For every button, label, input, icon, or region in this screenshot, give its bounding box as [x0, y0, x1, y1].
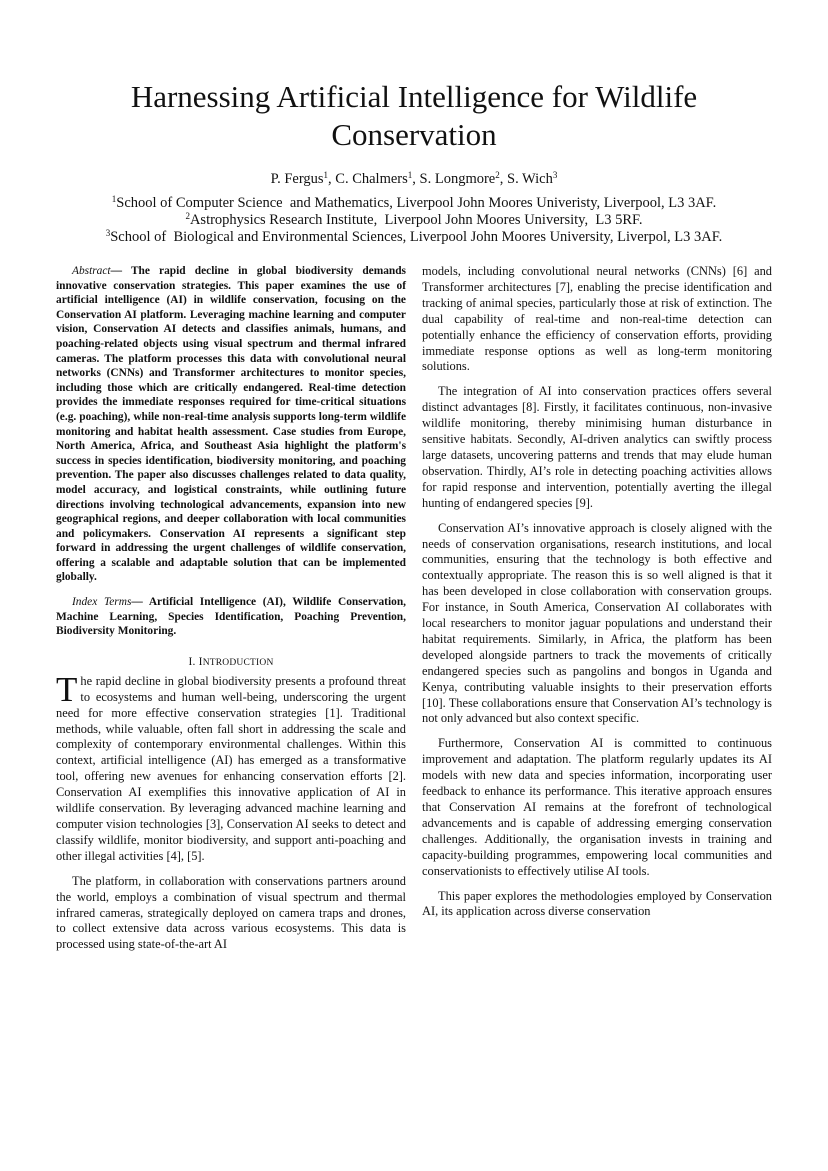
body-paragraph: This paper explores the methodologies employed by Conservation AI, its application across diverse conservation [422, 888, 772, 919]
affiliation-text: School of Biological and Environmental Sciences, Liverpool John Moores University, Liverpol, L3 3AF. [110, 229, 723, 245]
author-affiliation-mark: 3 [552, 170, 558, 180]
affiliation [0, 195, 828, 212]
affiliation [0, 229, 828, 246]
abstract [56, 264, 406, 585]
author-affiliation-mark: 1 [323, 170, 329, 180]
affiliation-text: Astrophysics Research Institute, Liverpool John Moores University, L3 5RF. [189, 212, 643, 228]
index-terms [56, 595, 406, 639]
author-affiliation-mark: 2 [495, 170, 500, 180]
body-paragraph: models, including convolutional neural networks (CNNs) [6] and Transformer architectures [7], enabling the precise identification and tracking of animal species, particularly those at risk of extinction. The dual capability of real-time and non-real-time detection can potentially enhance the efficiency of conservation efforts, providing immediate response options as well as long-term monitoring solutions. [422, 264, 772, 374]
body-paragraph: The integration of AI into conservation practices offers several distinct advantages [8]. Firstly, it facilitates continuous, non-invasive wildlife monitoring, thereby minimising human disturbance in sensitive habitats. Secondly, AI-driven analytics can swiftly process large datasets, uncovering patterns and trends that may elude human observation. Thirdly, AI’s role in detecting poaching activities allows for rapid response and intervention, potentially averting the illegal hunting of endangered species [9]. [422, 384, 772, 510]
section-number: I. [188, 655, 199, 668]
index-terms-label: Index Terms [72, 596, 132, 609]
body-paragraph: Conservation AI’s innovative approach is closely aligned with the needs of conservation organisations, research institutions, and local communities, ensuring that the technology is both effective and contextually appropriate. The reason this is so well aligned is that it has been developed in close collaboration with conservation groups. For instance, in South America, Conservation AI collaborates with local researchers to monitor jaguar populations and understand their habitat requirements. Similarly, in Africa, the platform has been developed alongside partners to track the movements of critically endangered species such as pangolins and bongos in Uganda and Kenya, contributing valuable insights to their preservation efforts [10]. These collaborations ensure that Conservation AI’s technology is not only advanced but also context specific. [422, 520, 772, 726]
affiliation-mark: 1 [111, 194, 117, 204]
author-name: P. Fergus [270, 171, 324, 187]
author-name: C. Chalmers [335, 171, 408, 187]
index-terms-text: Artificial Intelligence (AI), Wildlife Conservation, Machine Learning, Species Identification, Poaching Prevention, Biodiversity Monitoring. [56, 596, 406, 638]
intro-paragraph-2: The platform, in collaboration with conservations partners around the world, employs a combination of visual spectrum and thermal infrared cameras, strategically deployed on camera traps and drones, to collect extensive data across various ecosystems. This data is processed using state-of-the-art AI [56, 873, 406, 952]
right-column [422, 264, 772, 920]
intro-paragraph-1 [56, 669, 406, 865]
author-affiliation-mark: 1 [407, 170, 413, 180]
affiliation [0, 212, 828, 229]
index-terms-dash: — [131, 596, 149, 609]
paper-title: Harnessing Artificial Intelligence for Wildlife Conservation [130, 79, 698, 152]
affiliation-mark: 2 [185, 211, 190, 221]
author-name: S. Longmore [419, 171, 496, 187]
affiliation-text: School of Computer Science and Mathematics, Liverpool John Moores Univeristy, Liverpool, L3 3AF. [116, 195, 717, 211]
affiliation-list [0, 195, 828, 246]
section-heading-introduction [56, 656, 406, 668]
abstract-dash: — [110, 265, 131, 277]
drop-cap: T [56, 669, 78, 709]
section-title-initial: I [198, 655, 203, 668]
left-column [56, 264, 406, 953]
affiliation-mark: 3 [105, 228, 111, 238]
abstract-label: Abstract [72, 265, 111, 277]
abstract-text: The rapid decline in global biodiversity demands innovative conservation strategies. This paper examines the use of artificial intelligence (AI) in wildlife conservation, focusing on the Conservation AI platform. Leveraging machine learning and computer vision, Conservation AI detects and classifies animals, humans, and poaching-related objects using visual spectrum and thermal infrared cameras. The platform processes this data with convolutional neural networks (CNNs) and Transformer architectures to monitor species, including those which are critically endangered. Real-time detection provides the immediate responses required for time-critical situations (e.g. poaching), while non-real-time analysis supports long-term wildlife monitoring and habitat health assessment. Case studies from Europe, North America, Africa, and Southeast Asia highlight the platform's success in species identification, biodiversity monitoring, and poaching prevention. The paper also discusses challenges related to data quality, model accuracy, and logistical constraints, while outlining future directions involving technological advancements, expansion into new geographical regions, and deeper collaboration with local communities and policymakers. Conservation AI represents a significant step forward in addressing the urgent challenges of wildlife conservation, offering a scalable and adaptable solution that can be implemented globally. [56, 265, 406, 584]
body-paragraph: Furthermore, Conservation AI is committed to continuous improvement and adaptation. The platform regularly updates its AI models with new data and species information, incorporating user feedback to enhance its performance. This iterative approach ensures that Conservation AI remains at the forefront of technological advancements and is capable of addressing emerging conservation challenges. Additionally, the organisation invests in training and capacity-building programmes, empowering local communities and conservationists to effectively utilise AI tools. [422, 736, 772, 878]
author-name: S. Wich [507, 171, 553, 187]
author-list: P. Fergus$^1$, C. Chalmers$^1$, S. Longmore$^2$, S. Wich$^3$ [270, 170, 558, 187]
intro-paragraph-1-text: he rapid decline in global biodiversity presents a profound threat to ecosystems and human well-being, underscoring the urgent need for more effective conservation strategies [1]. Traditional methods, while valuable, often fall short in addressing the scale and complexity of contemporary environmental challenges. Within this context, artificial intelligence (AI) has emerged as a transformative tool, offering new avenues for enhancing conservation efforts [2]. Conservation AI exemplifies this innovative application of AI in wildlife conservation. By leveraging advanced machine learning and computer vision technologies [3], Conservation AI seeks to detect and classify wildlife, monitor biodiversity, and support anti-poaching and other illegal activities [4], [5]. [56, 673, 406, 863]
section-title-rest: NTRODUCTION [202, 657, 274, 668]
